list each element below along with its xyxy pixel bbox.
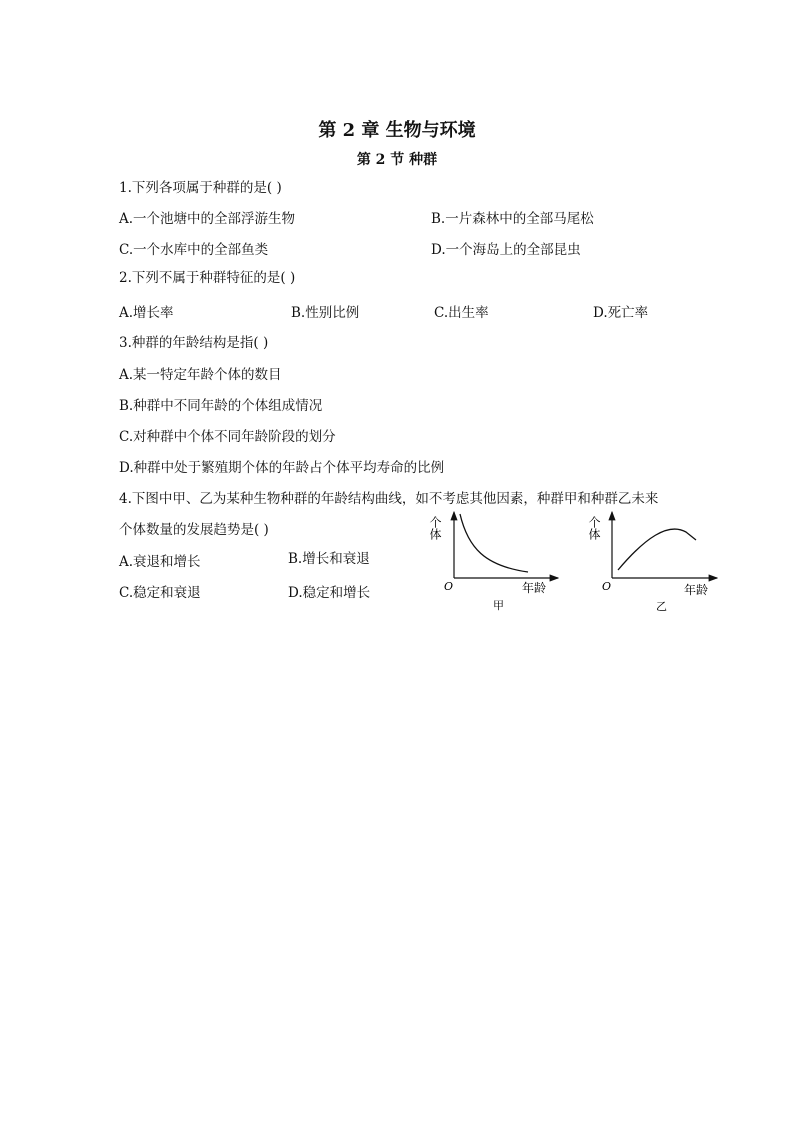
question-1-stem: 1.下列各项属于种群的是( ) bbox=[119, 180, 282, 196]
question-3-option-a[interactable]: A.某一特定年龄个体的数目 bbox=[119, 367, 282, 383]
question-1-option-c[interactable]: C.一个水库中的全部鱼类 bbox=[119, 242, 269, 258]
question-1-option-b[interactable]: B.一片森林中的全部马尾松 bbox=[431, 211, 594, 227]
question-2-option-a[interactable]: A.增长率 bbox=[119, 305, 174, 321]
question-3-stem: 3.种群的年龄结构是指( ) bbox=[119, 335, 269, 351]
question-3-option-c[interactable]: C.对种群中个体不同年龄阶段的划分 bbox=[119, 429, 336, 445]
question-2-option-d[interactable]: D.死亡率 bbox=[593, 305, 649, 321]
chapter-title: 第 2 章 生物与环境 bbox=[318, 120, 476, 141]
question-1-option-a[interactable]: A.一个池塘中的全部浮游生物 bbox=[119, 211, 296, 227]
yi-y-label: 个体 bbox=[587, 516, 601, 540]
yi-origin: O bbox=[602, 580, 612, 593]
question-4-stem-line-1: 4.下图中甲、乙为某种生物种群的年龄结构曲线，如不考虑其他因素，种群甲和种群乙未来 bbox=[119, 491, 659, 507]
question-4-option-b[interactable]: B.增长和衰退 bbox=[288, 551, 370, 567]
figure-jia bbox=[430, 508, 565, 618]
question-4-option-a[interactable]: A.衰退和增长 bbox=[119, 554, 201, 570]
question-4-stem-line-2: 个体数量的发展趋势是( ) bbox=[119, 522, 269, 538]
jia-x-label: 年龄 bbox=[522, 581, 547, 595]
question-2-option-b[interactable]: B.性别比例 bbox=[291, 305, 360, 321]
yi-x-label: 年龄 bbox=[684, 583, 709, 597]
yi-caption: 乙 bbox=[656, 600, 667, 613]
question-3-option-d[interactable]: D.种群中处于繁殖期个体的年龄占个体平均寿命的比例 bbox=[119, 460, 445, 476]
jia-curve bbox=[460, 514, 528, 572]
question-4-option-c[interactable]: C.稳定和衰退 bbox=[119, 585, 201, 601]
figure-yi bbox=[587, 508, 725, 618]
question-3-option-b[interactable]: B.种群中不同年龄的个体组成情况 bbox=[119, 398, 323, 414]
question-1-option-d[interactable]: D.一个海岛上的全部昆虫 bbox=[431, 242, 581, 258]
question-2-option-c[interactable]: C.出生率 bbox=[434, 305, 489, 321]
question-2-stem: 2.下列不属于种群特征的是( ) bbox=[119, 270, 296, 286]
jia-caption: 甲 bbox=[493, 599, 504, 612]
yi-curve bbox=[618, 529, 696, 570]
section-title: 第 2 节 种群 bbox=[356, 152, 438, 168]
jia-y-label: 个体 bbox=[428, 516, 442, 540]
jia-origin: O bbox=[444, 580, 454, 593]
question-4-option-d[interactable]: D.稳定和增长 bbox=[288, 585, 371, 601]
